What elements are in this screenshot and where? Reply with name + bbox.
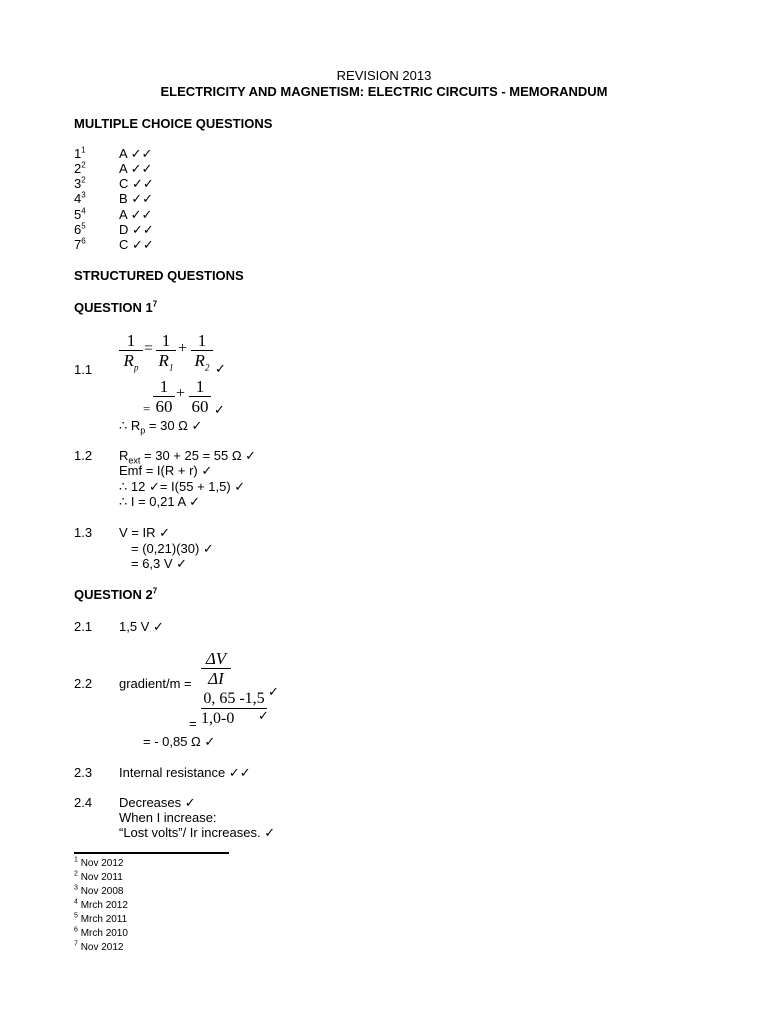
answer-line: When I increase: bbox=[119, 810, 217, 825]
plus-sign: + bbox=[176, 385, 186, 402]
footnote: $^6$ Mrch 2010 bbox=[74, 926, 128, 939]
fraction-1-over-60: 1 60 bbox=[153, 377, 175, 416]
answer-line: V = IR ✓ bbox=[119, 525, 170, 540]
answer-line: 1,5 V ✓ bbox=[119, 619, 164, 634]
mcq-number: $6^5$ bbox=[74, 221, 86, 237]
fraction-dv-over-di: ΔV ΔI bbox=[201, 649, 231, 688]
check-mark: ✓ bbox=[258, 708, 269, 723]
mcq-answer: A ✓✓ bbox=[119, 207, 153, 222]
mcq-answer: B ✓✓ bbox=[119, 191, 154, 206]
rp-result: ∴ $R_p = 30$ Ω ✓ bbox=[119, 418, 203, 436]
mcq-number: $3^2$ bbox=[74, 175, 86, 191]
document-subtitle: ELECTRICITY AND MAGNETISM: ELECTRIC CIRCUITS - MEMORANDUM bbox=[160, 84, 608, 99]
item-number-2-3: 2.3 bbox=[74, 765, 93, 780]
mcq-answer: C ✓✓ bbox=[119, 237, 154, 252]
item-number-1-1: 1.1 bbox=[74, 362, 93, 377]
footnote-separator bbox=[74, 852, 229, 854]
mcq-number: $4^3$ bbox=[74, 190, 86, 206]
mcq-heading: MULTIPLE CHOICE QUESTIONS bbox=[74, 116, 273, 131]
fraction-1-over-rp: 1 $R_p$ bbox=[119, 331, 143, 370]
item-number-1-3: 1.3 bbox=[74, 525, 93, 540]
answer-line: = 6,3 V ✓ bbox=[131, 556, 188, 571]
item-number-1-2: 1.2 bbox=[74, 448, 93, 463]
question-1-heading: QUESTION $1^7$ bbox=[74, 299, 158, 315]
mcq-answer: A ✓✓ bbox=[119, 146, 153, 161]
mcq-answer: C ✓✓ bbox=[119, 176, 154, 191]
check-mark: ✓ bbox=[215, 361, 226, 376]
equals-sign: = bbox=[143, 401, 151, 416]
question-2-heading: QUESTION $2^7$ bbox=[74, 586, 158, 602]
check-mark: ✓ bbox=[214, 402, 225, 417]
gradient-label: gradient/m = bbox=[119, 676, 192, 691]
answer-line: “Lost volts”/ Ir increases. ✓ bbox=[119, 825, 276, 840]
fraction-1-over-r2: 1 $R_2$ bbox=[191, 331, 213, 370]
footnote: $^2$ Nov 2011 bbox=[74, 870, 123, 883]
gradient-result: = - 0,85 Ω ✓ bbox=[143, 734, 216, 749]
footnote: $^3$ Nov 2008 bbox=[74, 884, 124, 897]
plus-sign: + bbox=[178, 340, 188, 357]
document-title: REVISION 2013 bbox=[336, 68, 432, 83]
footnote: $^7$ Nov 2012 bbox=[74, 940, 124, 953]
mcq-answer: D ✓✓ bbox=[119, 222, 154, 237]
mcq-number: $1^1$ bbox=[74, 145, 86, 161]
check-mark: ✓ bbox=[268, 684, 279, 699]
equals-sign: = bbox=[189, 716, 197, 731]
structured-heading: STRUCTURED QUESTIONS bbox=[74, 268, 244, 283]
fraction-gradient-values: 0, 65 -1,5 1,0-0 bbox=[201, 689, 267, 728]
footnote: $^1$ Nov 2012 bbox=[74, 856, 124, 869]
fraction-1-over-60: 1 60 bbox=[189, 377, 211, 416]
answer-line: ∴ 12 ✓= I(55 + 1,5) ✓ bbox=[119, 479, 246, 494]
answer-line: Decreases ✓ bbox=[119, 795, 196, 810]
mcq-number: $5^4$ bbox=[74, 206, 86, 222]
fraction-1-over-r1: 1 $R_1$ bbox=[156, 331, 176, 370]
mcq-number: $7^6$ bbox=[74, 236, 86, 252]
answer-line: = (0,21)(30) ✓ bbox=[131, 541, 214, 556]
item-number-2-2: 2.2 bbox=[74, 676, 93, 691]
footnote: $^5$ Mrch 2011 bbox=[74, 912, 128, 925]
item-number-2-1: 2.1 bbox=[74, 619, 93, 634]
mcq-number: $2^2$ bbox=[74, 160, 86, 176]
answer-line: ∴ I = 0,21 A ✓ bbox=[119, 494, 200, 509]
mcq-answer: A ✓✓ bbox=[119, 161, 153, 176]
answer-line: $R_{ext} = 30 + 25 = 55$ Ω ✓ bbox=[119, 448, 257, 466]
answer-line: Internal resistance ✓✓ bbox=[119, 765, 251, 780]
item-number-2-4: 2.4 bbox=[74, 795, 93, 810]
answer-line: Emf = I(R + r) ✓ bbox=[119, 463, 213, 478]
footnote: $^4$ Mrch 2012 bbox=[74, 898, 128, 911]
equals-sign: = bbox=[144, 340, 154, 357]
